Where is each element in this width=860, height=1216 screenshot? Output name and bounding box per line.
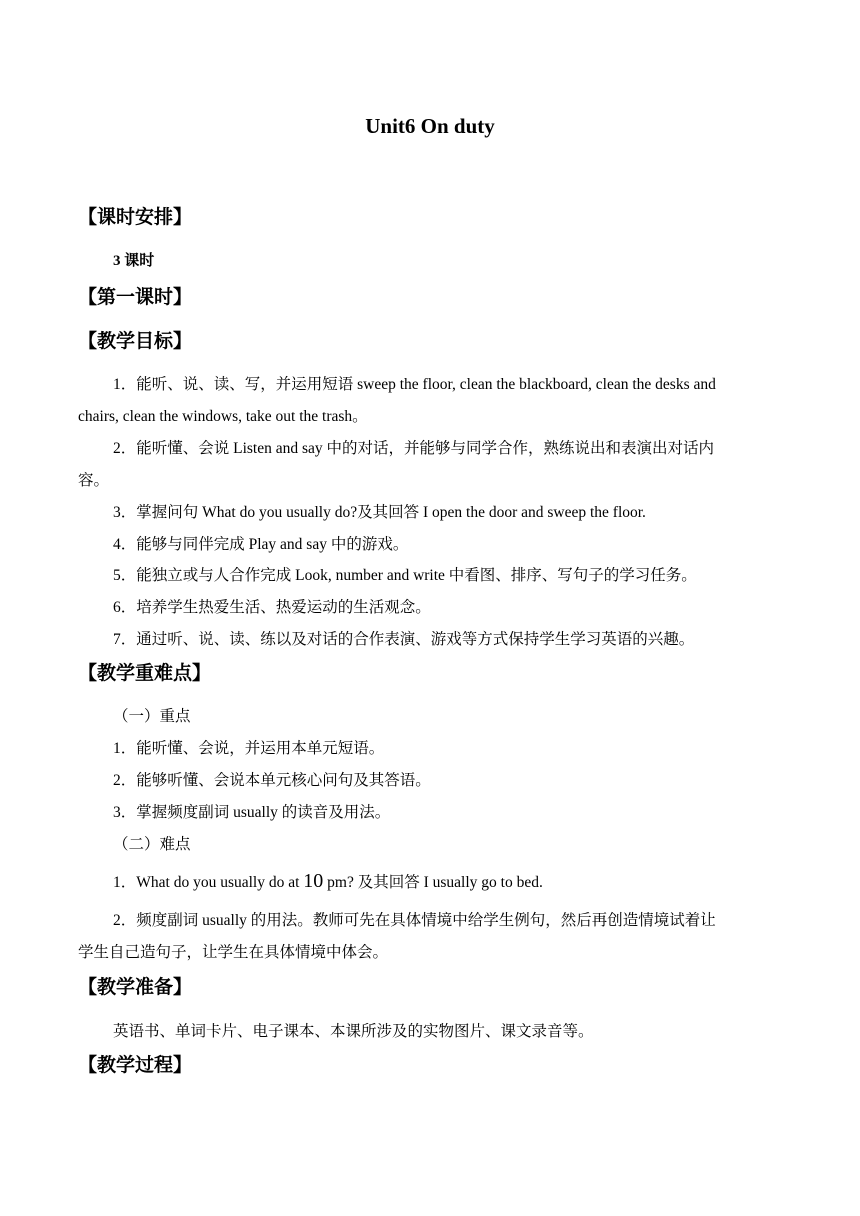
- section-heading-keypoints: 【教学重难点】: [78, 663, 212, 684]
- difficulty-line1-post: pm? 及其回答 I usually go to bed.: [323, 874, 543, 891]
- focus-item: 2．能够听懂、会说本单元核心问句及其答语。: [113, 772, 431, 789]
- section-heading-prep: 【教学准备】: [78, 977, 193, 998]
- difficulty-label: （二）难点: [113, 836, 191, 853]
- goal-item: 1．能听、说、读、写，并运用短语 sweep the floor, clean the blackboard, clean the desks and: [113, 376, 716, 393]
- difficulty-item: 学生自己造句子，让学生在具体情境中体会。: [78, 944, 389, 961]
- goal-item: 容。: [78, 472, 110, 489]
- difficulty-item: 2．频度副词 usually 的用法。教师可先在具体情境中给学生例句，然后再创造情境试着让: [113, 912, 716, 929]
- goal-item: 3．掌握问句 What do you usually do?及其回答 I open the door and sweep the floor.: [113, 504, 646, 521]
- goal-item: 7．通过听、说、读、练以及对话的合作表演、游戏等方式保持学生学习英语的兴趣。: [113, 631, 695, 648]
- section-heading-lesson1: 【第一课时】: [78, 287, 193, 308]
- goal-item: 4．能够与同伴完成 Play and say 中的游戏。: [113, 536, 409, 553]
- page-title: Unit6 On duty: [365, 114, 495, 138]
- schedule-content: 3 课时: [113, 253, 155, 269]
- focus-label: （一）重点: [113, 708, 191, 725]
- goal-item: 2．能听懂、会说 Listen and say 中的对话，并能够与同学合作，熟练说出和表演出对话内: [113, 440, 715, 457]
- goal-item: 6．培养学生热爱生活、热爱运动的生活观念。: [113, 599, 431, 616]
- focus-item: 1．能听懂、会说，并运用本单元短语。: [113, 740, 385, 757]
- prep-content: 英语书、单词卡片、电子课本、本课所涉及的实物图片、课文录音等。: [113, 1023, 594, 1040]
- difficulty-line1-number: 10: [303, 870, 324, 892]
- difficulty-item: [113, 871, 543, 891]
- focus-item: 3．掌握频度副词 usually 的读音及用法。: [113, 804, 391, 821]
- difficulty-line1-pre: 1．What do you usually do at: [113, 874, 304, 891]
- goal-item: 5．能独立或与人合作完成 Look, number and write 中看图、排序、写句子的学习任务。: [113, 567, 697, 584]
- section-heading-schedule: 【课时安排】: [78, 207, 193, 228]
- goal-item: chairs, clean the windows, take out the trash。: [78, 408, 368, 425]
- section-heading-goals: 【教学目标】: [78, 331, 193, 352]
- section-heading-process: 【教学过程】: [78, 1055, 193, 1076]
